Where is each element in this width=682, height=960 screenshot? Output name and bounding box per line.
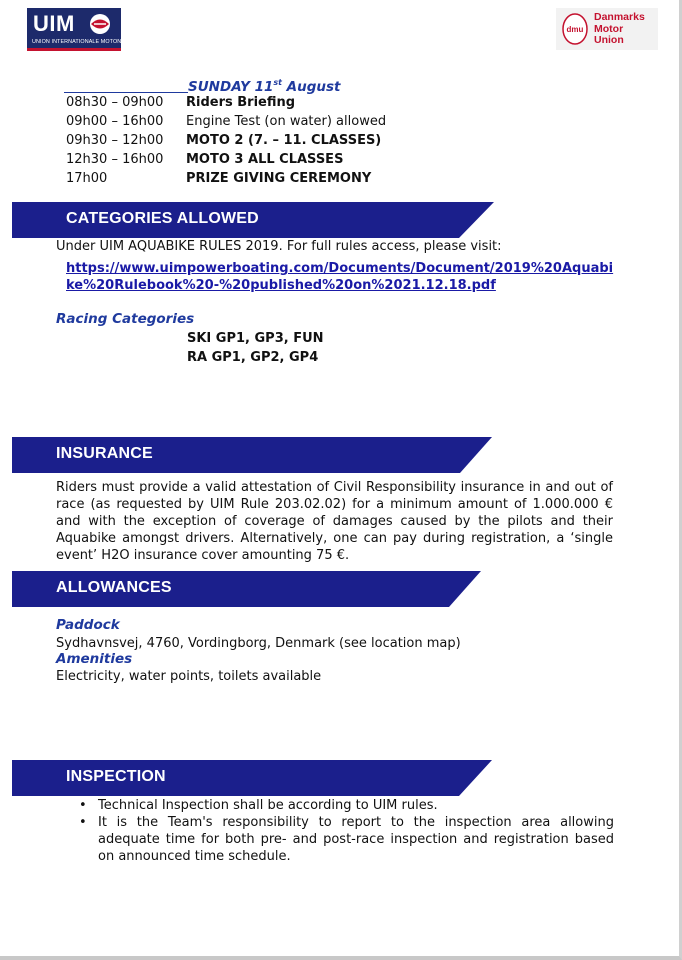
paddock-title: Paddock xyxy=(56,617,120,633)
schedule-event: Engine Test (on water) allowed xyxy=(186,114,387,129)
schedule-event: Riders Briefing xyxy=(186,95,296,110)
schedule-underline xyxy=(64,92,188,93)
amenities-title: Amenities xyxy=(56,651,133,667)
rules-link-line2: ke%20Rulebook%20-%20published%20on%2021.12.18.pdf xyxy=(66,278,496,293)
categories-heading: CATEGORIES ALLOWED xyxy=(66,210,259,227)
schedule-time: 17h00 xyxy=(66,171,108,186)
dmu-mark-text: dmu xyxy=(566,25,584,34)
amenities-text: Electricity, water points, toilets available xyxy=(56,669,322,684)
uim-logo-text: UIM xyxy=(33,11,75,36)
racing-categories-title: Racing Categories xyxy=(56,311,195,327)
schedule-event: MOTO 2 (7. – 11. CLASSES) xyxy=(186,133,382,148)
schedule-row xyxy=(66,171,371,189)
racing-categories-ra: RA GP1, GP2, GP4 xyxy=(187,350,319,365)
rules-link-line1: https://www.uimpowerboating.com/Documents/Document/2019%20Aquabi xyxy=(66,261,614,276)
schedule-row xyxy=(66,152,343,170)
dmu-mark-icon xyxy=(562,13,588,45)
inspection-heading: INSPECTION xyxy=(66,768,166,785)
uim-logo xyxy=(27,8,146,51)
insurance-heading: INSURANCE xyxy=(56,445,153,462)
inspection-item: • It is the Team's responsibility to report to the inspection area allowing adequate time for both pre- and post-race inspection and registration based on announced time schedule. xyxy=(76,814,614,865)
uim-logo-subtitle: UNION INTERNATIONALE MOTONAUTIQUE xyxy=(32,39,146,45)
dmu-logo xyxy=(556,8,658,50)
schedule-time: 09h00 – 16h00 xyxy=(66,114,164,129)
rules-link[interactable] xyxy=(66,260,613,294)
schedule-month: August xyxy=(286,79,341,95)
schedule-time: 12h30 – 16h00 xyxy=(66,152,164,167)
allowances-heading: ALLOWANCES xyxy=(56,579,172,596)
schedule-day-title xyxy=(188,78,340,95)
schedule-event: PRIZE GIVING CEREMONY xyxy=(186,171,372,186)
insurance-banner xyxy=(12,437,492,473)
inspection-item: • Technical Inspection shall be according to UIM rules. xyxy=(76,797,614,814)
uim-flag-icon xyxy=(85,13,115,35)
insurance-body: Riders must provide a valid attestation of Civil Responsibility insurance in and out of race (as requested by UIM Rule 203.02.02) for a minimum amount of 1.000.000 € and with the exception of coverage of damages caused by the pilots and their Aquabike amongst drivers. Alternatively, one can pay during registration, a ‘single event’ H2O insurance cover amounting 75 €. xyxy=(56,480,613,563)
dmu-name: Danmarks Motor Union xyxy=(594,11,645,46)
schedule-row xyxy=(66,114,386,132)
schedule-day-sup: st xyxy=(273,78,282,87)
inspection-list xyxy=(76,797,614,865)
schedule-time: 09h30 – 12h00 xyxy=(66,133,164,148)
schedule-row xyxy=(66,133,381,151)
paddock-text: Sydhavnsvej, 4760, Vordingborg, Denmark (see location map) xyxy=(56,636,461,651)
schedule-row xyxy=(66,95,295,113)
schedule-event: MOTO 3 ALL CLASSES xyxy=(186,152,344,167)
categories-intro: Under UIM AQUABIKE RULES 2019. For full rules access, please visit: xyxy=(56,239,502,254)
racing-categories-ski: SKI GP1, GP3, FUN xyxy=(187,331,324,346)
allowances-banner xyxy=(12,571,492,607)
categories-banner xyxy=(12,202,492,238)
schedule-day: SUNDAY 11 xyxy=(188,79,274,95)
schedule-time: 08h30 – 09h00 xyxy=(66,95,164,110)
inspection-banner xyxy=(12,760,492,796)
